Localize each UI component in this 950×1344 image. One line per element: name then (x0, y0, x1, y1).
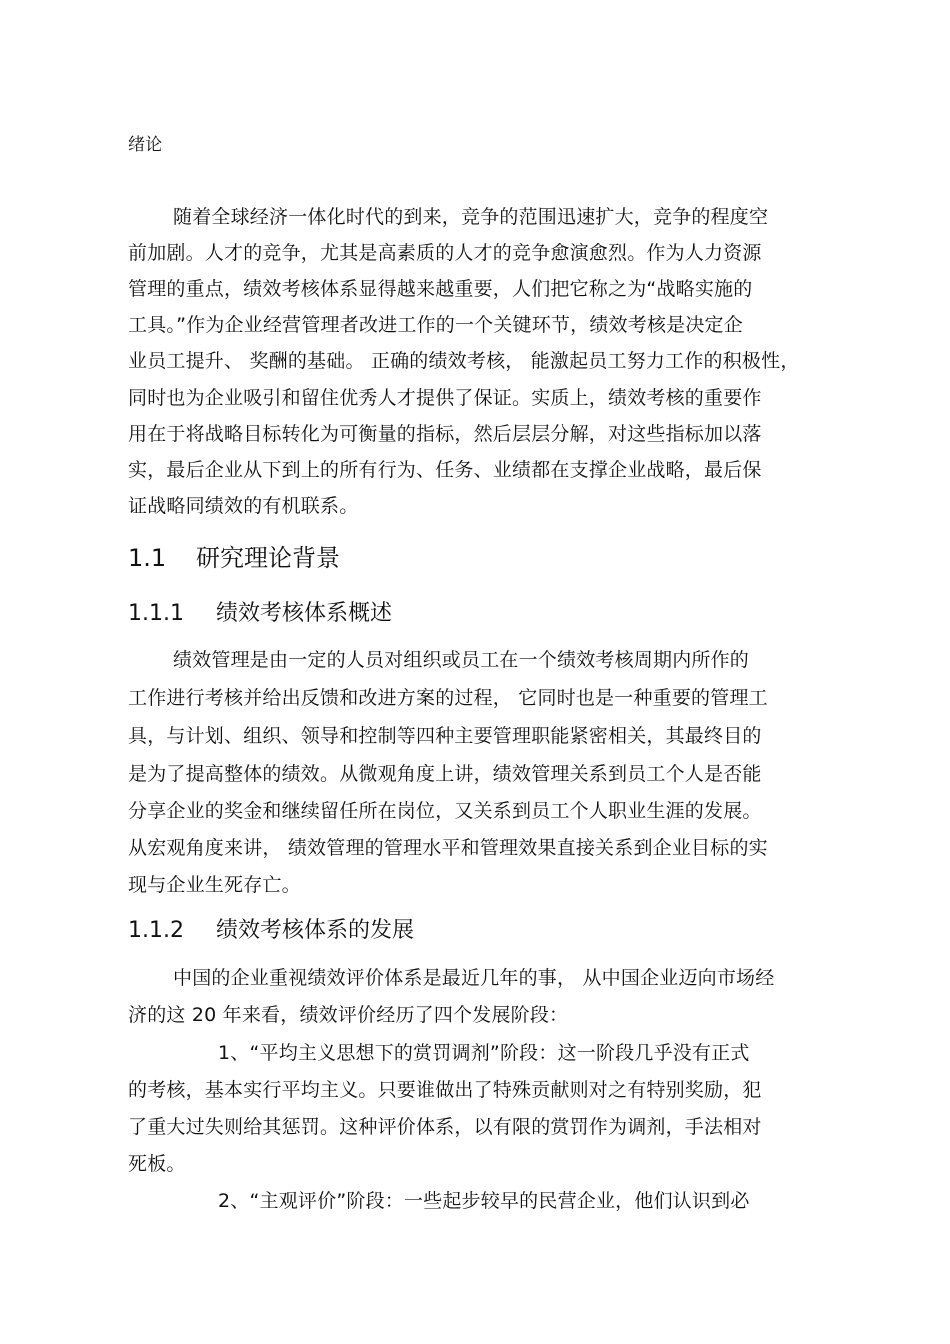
section-heading-1-1 (128, 543, 340, 573)
section-title: 绩效考核体系的发展 (216, 918, 415, 943)
section-number: 1.1.2 (128, 918, 184, 943)
body-line: 分享企业的奖金和继续留任所在岗位，又关系到员工个人职业生涯的发展。 (128, 800, 762, 822)
intro-line: 业员工提升、 奖酬的基础。 正确的绩效考核， 能激起员工努力工作的积极性， (128, 350, 800, 372)
body-line: 的考核，基本实行平均主义。只要谁做出了特殊贡献则对之有特别奖励，犯 (128, 1079, 762, 1101)
body-line: 了重大过失则给其惩罚。这种评价体系，以有限的赏罚作为调剂，手法相对 (128, 1116, 762, 1138)
intro-title: 绪论 (128, 135, 163, 155)
intro-line: 工具。”作为企业经营管理者改进工作的一个关键环节，绩效考核是决定企 (128, 314, 743, 336)
intro-line: 实，最后企业从下到上的所有行为、任务、业绩都在支撑企业战略，最后保 (128, 459, 762, 481)
intro-line: 同时也为企业吸引和留住优秀人才提供了保证。实质上，绩效考核的重要作 (128, 387, 762, 409)
section-number: 1.1 (128, 544, 167, 572)
section-heading-1-1-1 (128, 600, 392, 628)
intro-line: 证战略同绩效的有机联系。 (128, 495, 359, 517)
body-line: 2、“主观评价”阶段：一些起步较早的民营企业，他们认识到必 (218, 1190, 750, 1212)
body-line: 死板。 (128, 1153, 186, 1175)
body-line: 从宏观角度来讲， 绩效管理的管理水平和管理效果直接关系到企业目标的实 (128, 837, 768, 859)
body-line: 济的这 20 年来看，绩效评价经历了四个发展阶段： (128, 1004, 569, 1026)
section-heading-1-1-2 (128, 917, 414, 945)
body-line: 现与企业生死存亡。 (128, 874, 301, 896)
body-line: 工作进行考核并给出反馈和改进方案的过程， 它同时也是一种重要的管理工 (128, 687, 768, 709)
intro-line: 用在于将战略目标转化为可衡量的指标，然后层层分解，对这些指标加以落 (128, 423, 762, 445)
section-number: 1.1.1 (128, 601, 184, 626)
intro-line: 随着全球经济一体化时代的到来，竞争的范围迅速扩大，竞争的程度空 (173, 206, 769, 228)
body-line: 绩效管理是由一定的人员对组织或员工在一个绩效考核周期内所作的 (173, 649, 750, 671)
body-line: 是为了提高整体的绩效。从微观角度上讲，绩效管理关系到员工个人是否能 (128, 763, 762, 785)
section-title: 研究理论背景 (196, 544, 340, 572)
body-line: 中国的企业重视绩效评价体系是最近几年的事， 从中国企业迈向市场经 (173, 967, 775, 989)
body-line: 具，与计划、组织、领导和控制等四种主要管理职能紧密相关，其最终目的 (128, 725, 762, 747)
intro-line: 管理的重点，绩效考核体系显得越来越重要，人们把它称之为“战略实施的 (128, 278, 753, 300)
body-line: 1、“平均主义思想下的赏罚调剂”阶段：这一阶段几乎没有正式 (218, 1042, 750, 1064)
intro-line: 前加剧。人才的竞争，尤其是高素质的人才的竞争愈演愈烈。作为人力资源 (128, 242, 762, 264)
section-title: 绩效考核体系概述 (216, 601, 393, 626)
